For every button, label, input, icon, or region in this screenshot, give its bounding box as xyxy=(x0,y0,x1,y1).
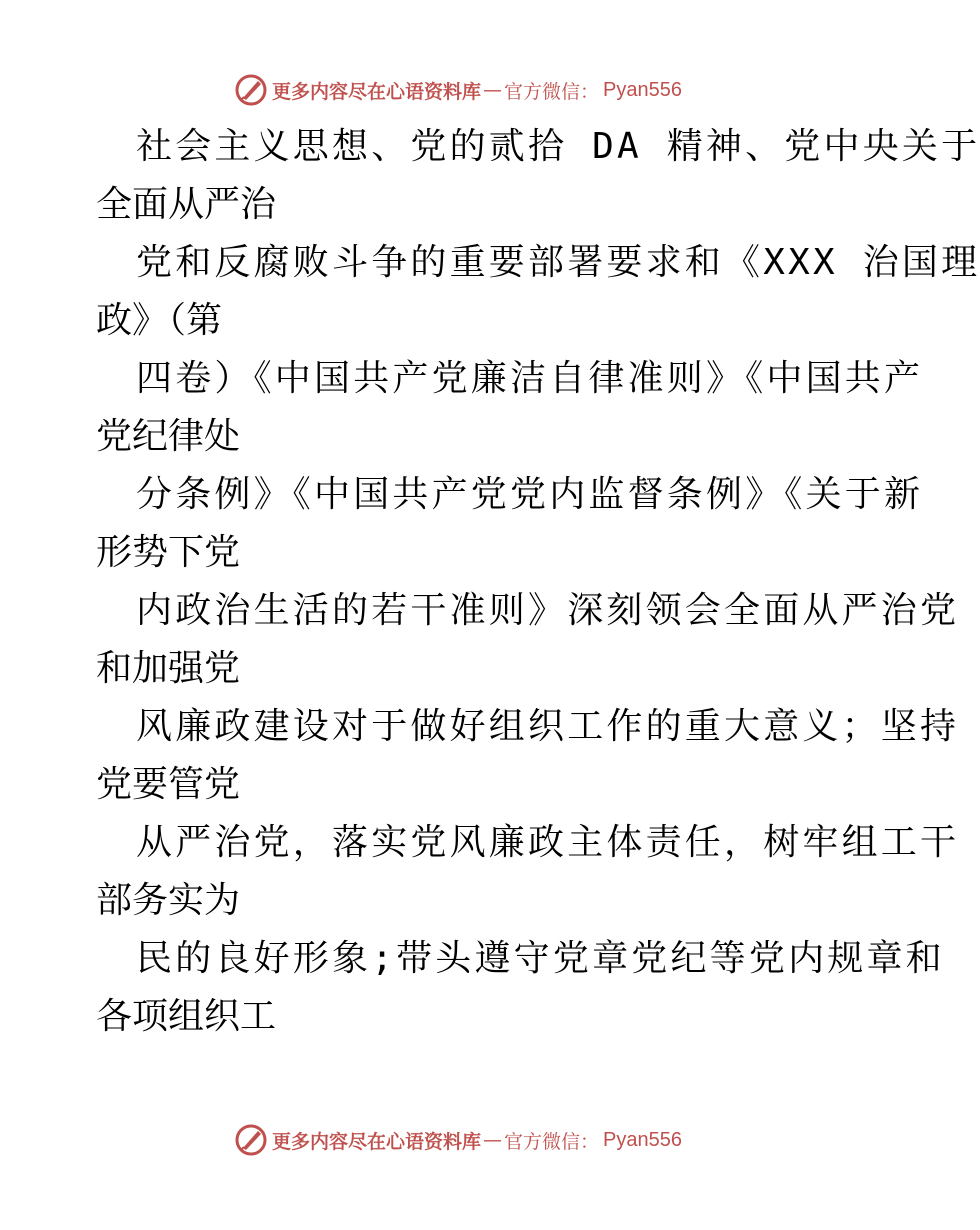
text-line: 党和反腐败斗争的重要部署要求和《XXX 治国理 xyxy=(136,242,980,283)
text-line: 各项组织工 xyxy=(96,996,277,1037)
text-line: 风廉政建设对于做好组织工作的重大意义；坚持 xyxy=(136,706,960,747)
watermark-wechat-id: Pyan556 xyxy=(603,1128,682,1151)
feather-pen-circle-icon xyxy=(234,73,268,107)
text-line: 四卷）《中国共产党廉洁自律准则》《中国共产 xyxy=(136,358,924,399)
watermark-text: 更多内容尽在心语资料库 xyxy=(272,1130,482,1153)
text-line: 党纪律处 xyxy=(96,416,241,457)
watermark-dash: — xyxy=(483,1129,503,1151)
text-line: 党要管党 xyxy=(96,764,241,805)
text-line: 分条例》《中国共产党党内监督条例》《关于新 xyxy=(136,474,924,515)
watermark-wechat-label: 官方微信： xyxy=(504,80,600,103)
text-line: 全面从严治 xyxy=(96,184,277,225)
text-line: 民的良好形象;带头遵守党章党纪等党内规章和 xyxy=(136,938,945,979)
text-line: 内政治生活的若干准则》深刻领会全面从严治党 xyxy=(136,590,960,631)
feather-pen-circle-icon xyxy=(234,1123,268,1157)
watermark-wechat-id: Pyan556 xyxy=(603,78,682,101)
text-line: 部务实为 xyxy=(96,880,241,921)
text-line: 形势下党 xyxy=(96,532,241,573)
watermark-dash: — xyxy=(483,79,503,101)
text-line: 和加强党 xyxy=(96,648,241,689)
text-line: 从严治党，落实党风廉政主体责任，树牢组工干 xyxy=(136,822,960,863)
text-line: 政》（第 xyxy=(96,300,223,341)
watermark-wechat-label: 官方微信： xyxy=(504,1130,600,1153)
header-watermark xyxy=(234,72,682,108)
footer-watermark xyxy=(234,1122,682,1158)
watermark-text: 更多内容尽在心语资料库 xyxy=(272,80,482,103)
text-line: 社会主义思想、党的贰拾 DA 精神、党中央关于 xyxy=(136,126,980,167)
document-body xyxy=(96,118,980,1046)
